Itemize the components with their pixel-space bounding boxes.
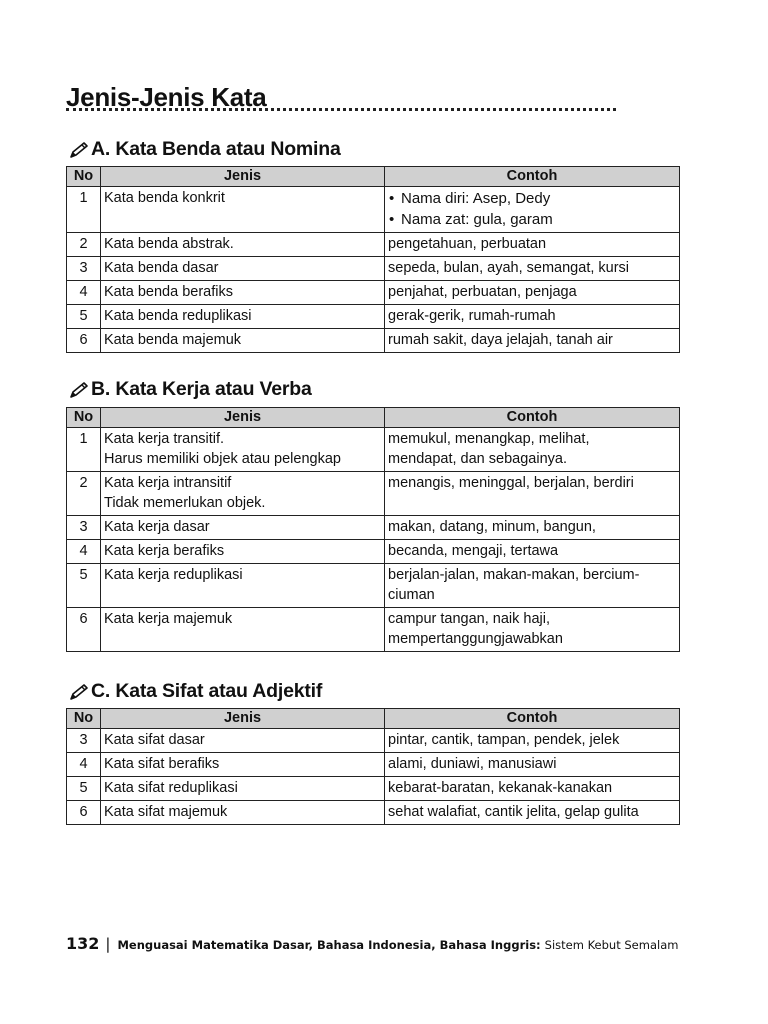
row-jenis: Kata benda majemuk [101, 329, 385, 353]
contoh-line: mempertanggungjawabkan [388, 631, 563, 647]
row-jenis [101, 472, 385, 516]
header-jenis: Jenis [101, 709, 385, 729]
table-row [67, 753, 680, 777]
section-c-title: C. Kata Sifat atau Adjektif [91, 680, 323, 702]
contoh-line: berjalan-jalan, makan-makan, bercium- [388, 567, 640, 583]
row-number: 1 [67, 187, 101, 233]
row-contoh [385, 428, 680, 472]
header-contoh: Contoh [385, 408, 680, 428]
contoh-line: campur tangan, naik haji, [388, 611, 551, 627]
jenis-line: Kata kerja dasar [104, 519, 210, 535]
row-contoh: penjahat, perbuatan, penjaga [385, 281, 680, 305]
row-jenis: Kata benda reduplikasi [101, 305, 385, 329]
row-number: 4 [67, 753, 101, 777]
contoh-bullet-list [388, 188, 676, 230]
pencil-icon [68, 381, 90, 399]
contoh-line: menangis, meninggal, berjalan, berdiri [388, 475, 634, 491]
table-header-row [67, 709, 680, 729]
row-contoh [385, 608, 680, 652]
title-dotted-rule [66, 108, 616, 111]
table-row [67, 608, 680, 652]
jenis-line: Kata kerja majemuk [104, 611, 233, 627]
table-row [67, 540, 680, 564]
row-contoh [385, 187, 680, 233]
row-number: 5 [67, 305, 101, 329]
row-number: 3 [67, 516, 101, 540]
table-row [67, 187, 680, 233]
pencil-icon [68, 141, 90, 159]
table-row [67, 729, 680, 753]
row-number: 3 [67, 729, 101, 753]
section-a-heading [68, 138, 341, 161]
row-number: 5 [67, 564, 101, 608]
contoh-line: makan, datang, minum, bangun, [388, 519, 596, 535]
row-jenis [101, 608, 385, 652]
table-row [67, 305, 680, 329]
page-footer [66, 934, 678, 953]
table-header-row [67, 408, 680, 428]
table-row [67, 257, 680, 281]
pencil-icon [68, 683, 90, 701]
contoh-line: becanda, mengaji, tertawa [388, 543, 559, 559]
page-number: 132 [66, 934, 100, 953]
row-jenis [101, 428, 385, 472]
row-jenis: Kata benda abstrak. [101, 233, 385, 257]
header-no: No [67, 408, 101, 428]
table-row [67, 801, 680, 825]
row-jenis: Kata benda dasar [101, 257, 385, 281]
row-jenis [101, 516, 385, 540]
header-no: No [67, 167, 101, 187]
book-subtitle: Sistem Kebut Semalam [544, 938, 679, 952]
row-number: 3 [67, 257, 101, 281]
adjektif-table [66, 708, 680, 825]
table-row [67, 329, 680, 353]
jenis-line: Tidak memerlukan objek. [104, 495, 266, 511]
row-jenis: Kata benda konkrit [101, 187, 385, 233]
row-jenis: Kata benda berafiks [101, 281, 385, 305]
row-number: 2 [67, 233, 101, 257]
row-number: 6 [67, 608, 101, 652]
table-row [67, 777, 680, 801]
table-header-row [67, 167, 680, 187]
jenis-line: Kata kerja berafiks [104, 543, 225, 559]
header-jenis: Jenis [101, 408, 385, 428]
row-contoh: pengetahuan, perbuatan [385, 233, 680, 257]
table-row [67, 428, 680, 472]
header-no: No [67, 709, 101, 729]
row-contoh: gerak-gerik, rumah-rumah [385, 305, 680, 329]
row-number: 1 [67, 428, 101, 472]
contoh-line: memukul, menangkap, melihat, [388, 431, 590, 447]
row-number: 6 [67, 329, 101, 353]
list-item: • Nama zat: gula, garam [388, 209, 676, 230]
row-jenis: Kata sifat berafiks [101, 753, 385, 777]
row-number: 6 [67, 801, 101, 825]
table-row [67, 281, 680, 305]
nomina-table [66, 166, 680, 353]
table-row [67, 233, 680, 257]
table-row [67, 472, 680, 516]
row-contoh [385, 540, 680, 564]
row-jenis: Kata sifat reduplikasi [101, 777, 385, 801]
row-contoh [385, 472, 680, 516]
row-contoh [385, 564, 680, 608]
row-jenis [101, 540, 385, 564]
jenis-line: Harus memiliki objek atau pelengkap [104, 451, 341, 467]
list-item: • Nama diri: Asep, Dedy [388, 188, 676, 209]
contoh-line: mendapat, dan sebagainya. [388, 451, 567, 467]
row-contoh: pintar, cantik, tampan, pendek, jelek [385, 729, 680, 753]
row-number: 2 [67, 472, 101, 516]
contoh-line: ciuman [388, 587, 435, 603]
row-contoh: sepeda, bulan, ayah, semangat, kursi [385, 257, 680, 281]
jenis-line: Kata kerja intransitif [104, 475, 232, 491]
table-row [67, 564, 680, 608]
verba-table [66, 407, 680, 652]
row-jenis: Kata sifat dasar [101, 729, 385, 753]
page-title: Jenis-Jenis Kata [66, 82, 267, 112]
row-jenis: Kata sifat majemuk [101, 801, 385, 825]
row-contoh: rumah sakit, daya jelajah, tanah air [385, 329, 680, 353]
section-b-heading [68, 378, 312, 401]
table-row [67, 516, 680, 540]
section-b-title: B. Kata Kerja atau Verba [91, 378, 312, 400]
row-contoh [385, 516, 680, 540]
jenis-line: Kata kerja transitif. [104, 431, 225, 447]
row-contoh: alami, duniawi, manusiawi [385, 753, 680, 777]
section-c-heading [68, 680, 322, 703]
row-number: 4 [67, 281, 101, 305]
header-contoh: Contoh [385, 167, 680, 187]
footer-separator: | [105, 935, 111, 953]
header-contoh: Contoh [385, 709, 680, 729]
jenis-line: Kata kerja reduplikasi [104, 567, 243, 583]
row-contoh: kebarat-baratan, kekanak-kanakan [385, 777, 680, 801]
row-number: 4 [67, 540, 101, 564]
row-number: 5 [67, 777, 101, 801]
row-jenis [101, 564, 385, 608]
header-jenis: Jenis [101, 167, 385, 187]
section-a-title: A. Kata Benda atau Nomina [91, 138, 341, 160]
row-contoh: sehat walafiat, cantik jelita, gelap gulita [385, 801, 680, 825]
book-title: Menguasai Matematika Dasar, Bahasa Indonesia, Bahasa Inggris: [117, 938, 541, 952]
